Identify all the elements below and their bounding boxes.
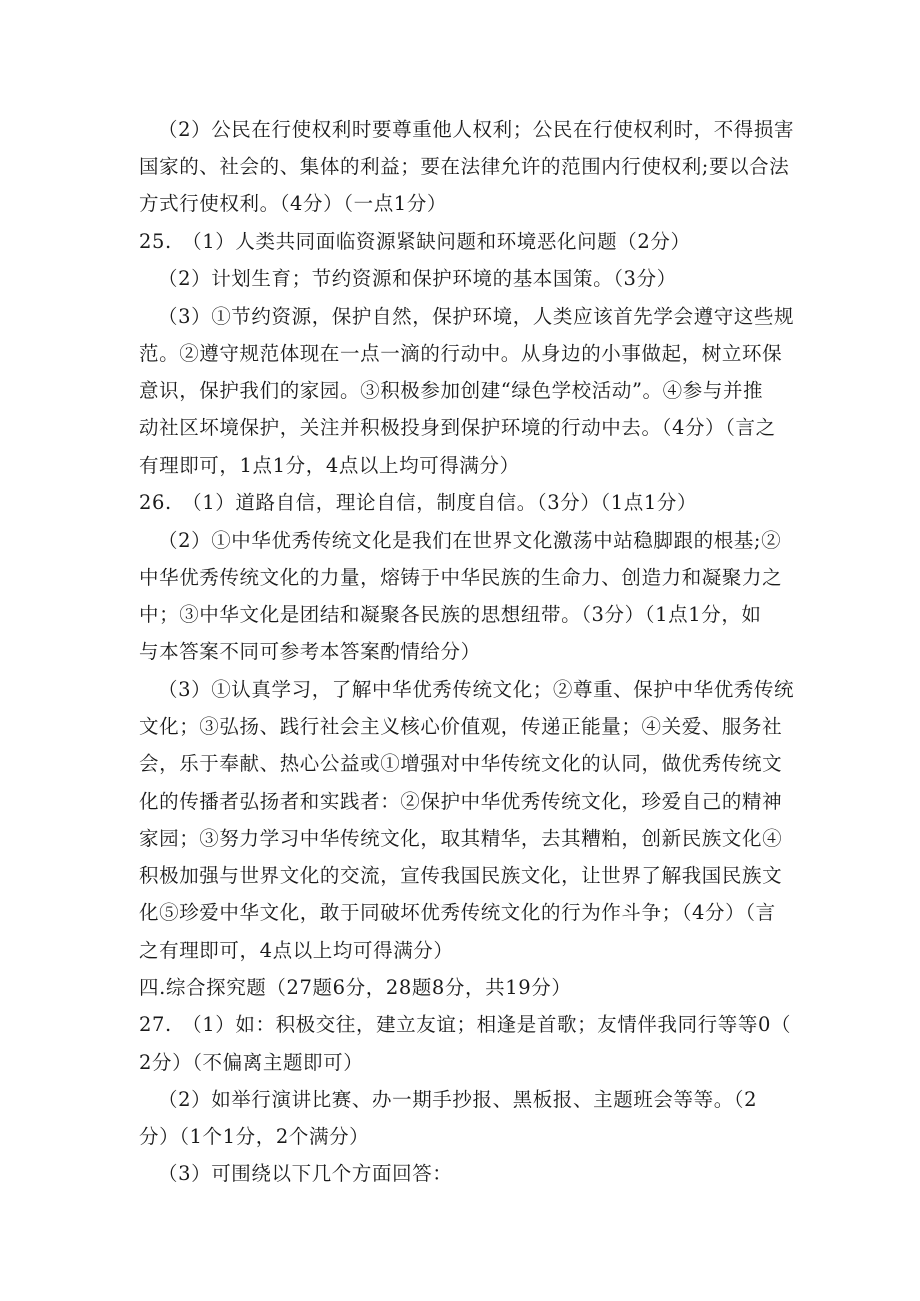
text-line: 之有理即可，4点以上均可得满分） — [139, 939, 454, 962]
text-line: 与本答案不同可参考本答案酌情给分） — [139, 640, 481, 663]
text-line: 积极加强与世界文化的交流，宣传我国民族文化，让世界了解我国民族文 — [139, 864, 783, 887]
text-line: 26. （1）道路自信，理论自信，制度自信。（3分）（1点1分） — [139, 491, 698, 514]
text-line: 25. （1）人类共同面临资源紧缺问题和环境恶化问题（2分） — [139, 230, 691, 253]
text-line: （3）①认真学习，了解中华优秀传统文化；②尊重、保护中华优秀传统 — [158, 678, 795, 701]
text-line: 家园；③努力学习中华传统文化，取其精华，去其糟粕，创新民族文化④ — [139, 827, 783, 850]
text-line: 方式行使权利。（4分）（一点1分） — [139, 192, 448, 215]
text-line: （2）计划生育；节约资源和保护环境的基本国策。（3分） — [158, 267, 677, 290]
text-line: （2）公民在行使权利时要尊重他人权利；公民在行使权利时，不得损害 — [158, 118, 795, 141]
text-line: 动社区坏境保护，关注并积极投身到保护环境的行动中去。（4分）（言之 — [139, 416, 776, 439]
text-line: 有理即可，1点1分，4点以上均可得满分） — [139, 454, 520, 477]
text-line: 范。②遵守规范体现在一点一滴的行动中。从身边的小事做起，树立环保 — [139, 342, 783, 365]
text-line: 化的传播者弘扬者和实践者：②保护中华优秀传统文化，珍爱自己的精神 — [139, 790, 783, 813]
text-line: 国家的、社会的、集体的利益；要在法律允许的范围内行使权利;要以合法 — [139, 155, 790, 178]
text-line: 中；③中华文化是团结和凝聚各民族的思想纽带。（3分）（1点1分，如 — [139, 603, 762, 626]
text-line: 分）（1个1分，2个满分） — [139, 1125, 370, 1148]
text-line: （3）①节约资源，保护自然，保护环境，人类应该首先学会遵守这些规 — [158, 305, 795, 328]
text-line: 意识，保护我们的家园。③积极参加创建“绿色学校活动”。④参与并推 — [139, 379, 764, 402]
text-line: 文化；③弘扬、践行社会主义核心价值观，传递正能量；④关爱、服务社 — [139, 715, 783, 738]
section-heading: 四.综合探究题（27题6分，28题8分，共19分） — [139, 976, 572, 999]
text-line: （2）①中华优秀传统文化是我们在世界文化激荡中站稳脚跟的根基;② — [158, 529, 782, 552]
text-line: 化⑤珍爱中华文化，敢于同破坏优秀传统文化的行为作斗争；（4分）（言 — [139, 901, 776, 924]
text-line: （3）可围绕以下几个方面回答： — [158, 1162, 453, 1185]
text-line: 会，乐于奉献、热心公益或①增强对中华传统文化的认同，做优秀传统文 — [139, 752, 783, 775]
text-line: 27. （1）如：积极交往，建立友谊；相逢是首歌；友情伴我同行等等0（ — [139, 1013, 792, 1036]
text-line: 2分）（不偏离主题即可） — [139, 1051, 364, 1074]
text-line: （2）如举行演讲比赛、办一期手抄报、黑板报、主题班会等等。（2 — [158, 1088, 758, 1111]
text-line: 中华优秀传统文化的力量，熔铸于中华民族的生命力、创造力和凝聚力之 — [139, 566, 783, 589]
